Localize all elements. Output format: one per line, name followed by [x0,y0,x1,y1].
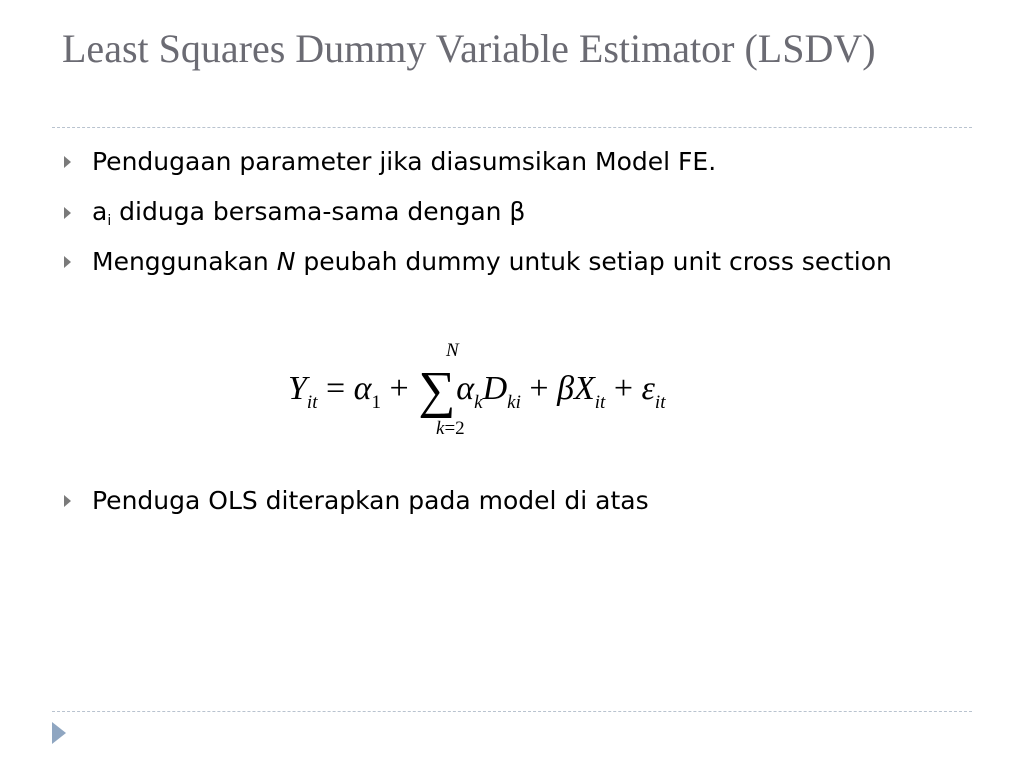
bullet-text: Penduga OLS diterapkan pada model di atas [92,486,649,515]
equation-line: $Y_{it} = \alpha_1 + \sum\alpha_kD_{ki} + \beta X_{it} + \varepsilon_{it}$ [288,362,666,419]
bullet-item [64,147,716,176]
bullet-item [64,247,892,276]
slide-title: Least Squares Dummy Variable Estimator (LSDV) [62,26,876,71]
bullet-text: $a_i$ diduga bersama-sama dengan β [92,197,526,229]
sum-lower-limit: k=2 [436,418,465,439]
triangle-right-icon [64,256,71,268]
bullet-text: Menggunakan N peubah dummy untuk setiap unit cross section [92,247,892,276]
play-arrow-icon[interactable] [52,722,66,744]
bullet-text: Pendugaan parameter jika diasumsikan Model FE. [92,147,717,176]
footer-divider [52,711,972,712]
bullet-item [64,486,649,515]
bullet-item [64,197,525,229]
triangle-right-icon [64,207,71,219]
triangle-right-icon [64,156,71,168]
title-divider [52,127,972,128]
lsdv-equation [288,340,748,440]
triangle-right-icon [64,495,71,507]
sum-upper-limit: N [446,340,459,361]
summation-symbol: ∑ [418,362,456,419]
